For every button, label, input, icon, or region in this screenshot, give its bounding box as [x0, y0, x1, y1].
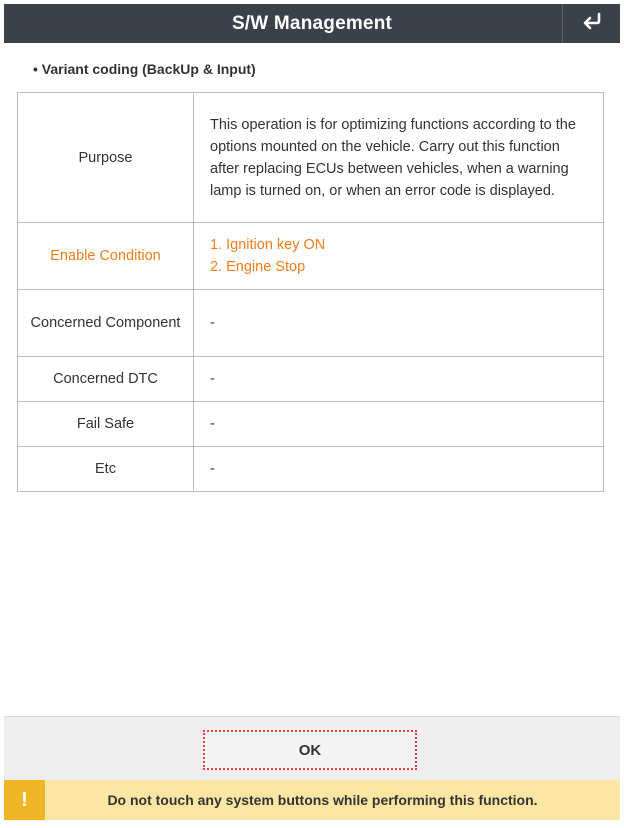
etc-label: Etc — [18, 447, 194, 492]
concerned-component-label: Concerned Component — [18, 290, 194, 357]
table-row — [18, 357, 604, 402]
table-row — [18, 290, 604, 357]
table-row — [18, 223, 604, 290]
table-row — [18, 447, 604, 492]
purpose-label: Purpose — [18, 93, 194, 223]
exclamation-icon: ! — [4, 780, 45, 820]
concerned-component-value: - — [194, 290, 604, 357]
enable-condition-label: Enable Condition — [18, 223, 194, 290]
enable-condition-item: 2. Engine Stop — [210, 259, 306, 275]
etc-value: - — [194, 447, 604, 492]
warning-bar — [4, 780, 620, 820]
enable-condition-value — [194, 223, 604, 290]
concerned-dtc-label: Concerned DTC — [18, 357, 194, 402]
table-row — [18, 93, 604, 223]
warning-message: Do not touch any system buttons while performing this function. — [107, 792, 538, 808]
concerned-dtc-value: - — [194, 357, 604, 402]
enable-condition-item: 1. Ignition key ON — [210, 237, 326, 253]
return-arrow-icon — [581, 12, 603, 35]
fail-safe-label: Fail Safe — [18, 402, 194, 447]
title-bar — [4, 4, 620, 43]
table-row — [18, 402, 604, 447]
section-title: • Variant coding (BackUp & Input) — [33, 61, 256, 77]
fail-safe-value: - — [194, 402, 604, 447]
purpose-value: This operation is for optimizing functions according to the options mounted on the vehicle. Carry out this function after replacing ECUs between vehicles, when a warning lamp is turned on, or when an error code is displayed. — [194, 93, 604, 223]
page-title: S/W Management — [231, 12, 393, 34]
back-button[interactable] — [562, 4, 620, 43]
info-table — [17, 92, 604, 492]
ok-button[interactable]: OK — [203, 730, 417, 770]
